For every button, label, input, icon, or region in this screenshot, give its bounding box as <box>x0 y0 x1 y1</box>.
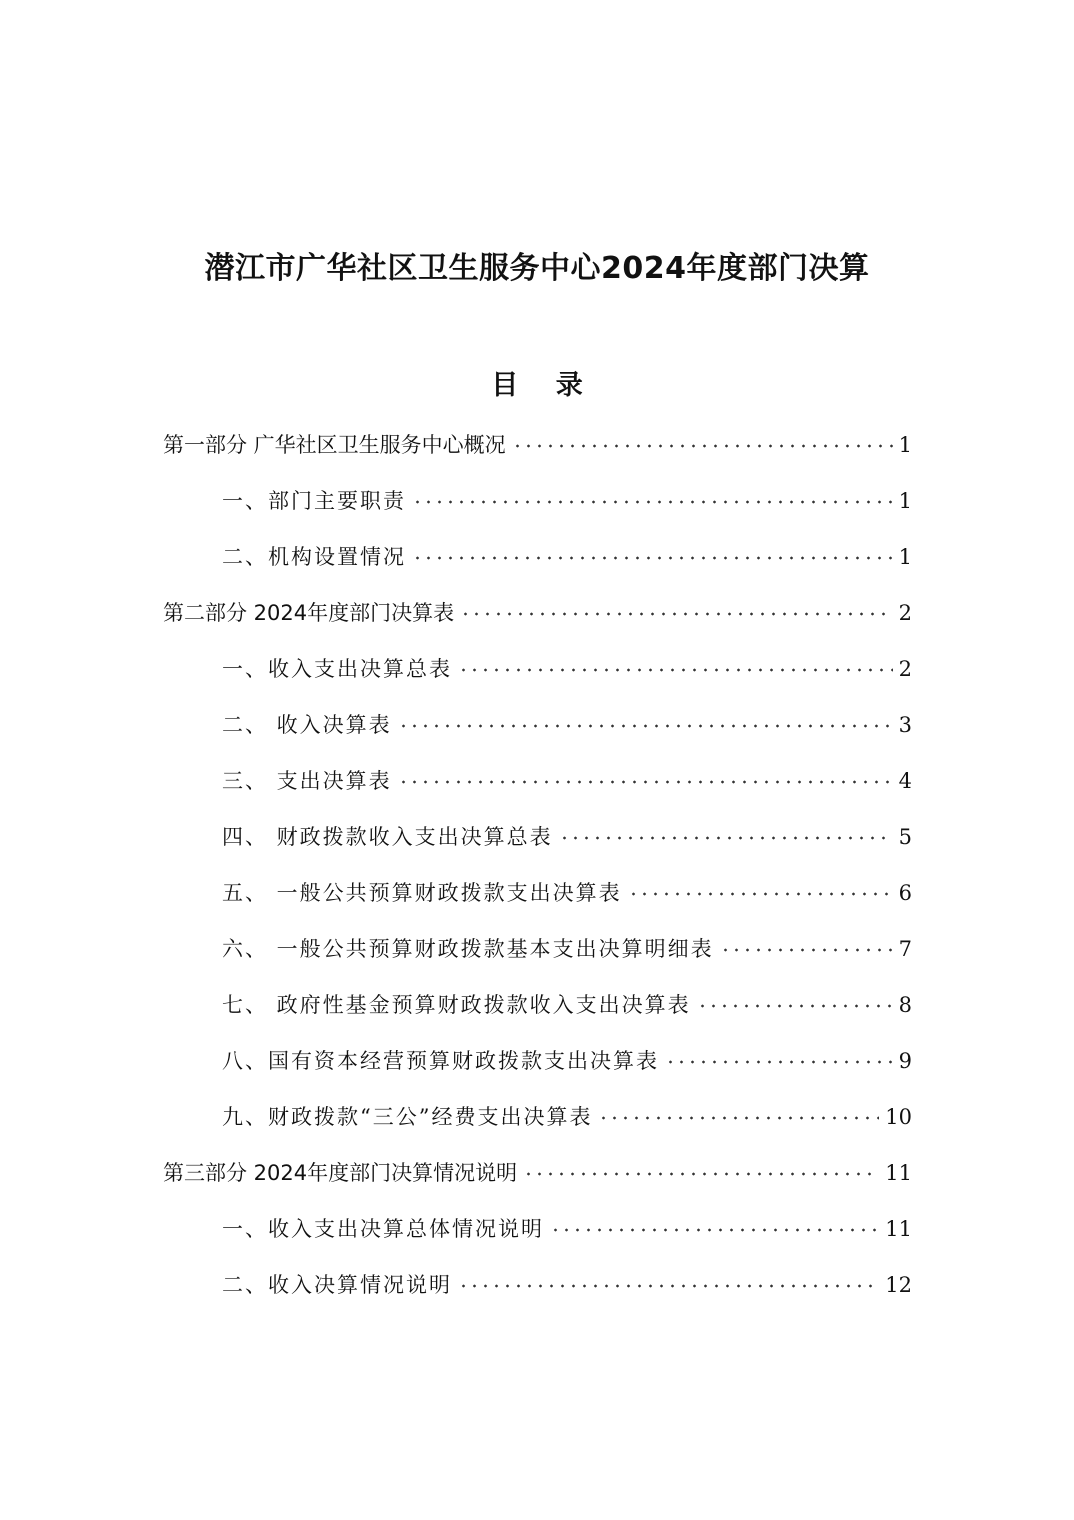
toc-entry-label: 一、部门主要职责 <box>222 489 406 513</box>
toc-entry-label: 五、 一般公共预算财政拨款支出决算表 <box>222 881 622 905</box>
toc-entry-page: 11 <box>885 1161 912 1185</box>
toc-entry[interactable] <box>222 756 912 796</box>
toc-entry-page: 2 <box>898 601 912 625</box>
dot-leader <box>398 718 893 734</box>
toc-entry-label: 二、 收入决算表 <box>222 713 392 737</box>
document-title: 潜江市广华社区卫生服务中心2024年度部门决算 <box>204 251 870 286</box>
dot-leader <box>598 1110 879 1126</box>
toc-entry-label: 二、收入决算情况说明 <box>222 1273 452 1297</box>
toc-entry[interactable] <box>222 644 912 684</box>
toc-entry-page: 8 <box>898 993 912 1017</box>
toc-entry-label: 一、收入支出决算总表 <box>222 657 452 681</box>
toc-entry[interactable] <box>222 1036 912 1076</box>
toc-entry-page: 9 <box>898 1049 912 1073</box>
toc-entry-page: 1 <box>898 489 912 513</box>
dot-leader <box>665 1054 893 1070</box>
toc-entry[interactable] <box>163 420 912 460</box>
dot-leader <box>412 550 893 566</box>
toc-entry-label: 二、机构设置情况 <box>222 545 406 569</box>
toc-entry-page: 6 <box>898 881 912 905</box>
toc-entry-label: 六、 一般公共预算财政拨款基本支出决算明细表 <box>222 937 714 961</box>
toc-entry-label: 第一部分 广华社区卫生服务中心概况 <box>163 433 506 457</box>
dot-leader <box>398 774 893 790</box>
toc-entry[interactable] <box>222 476 912 516</box>
dot-leader <box>412 494 893 510</box>
toc-entry-label: 九、财政拨款“三公”经费支出决算表 <box>222 1105 593 1129</box>
toc-entry-page: 7 <box>898 937 912 961</box>
toc-entry-page: 11 <box>885 1217 912 1241</box>
toc-entry-label: 第二部分 2024年度部门决算表 <box>163 601 455 625</box>
toc-entry[interactable] <box>222 700 912 740</box>
dot-leader <box>628 886 893 902</box>
toc-entry-page: 1 <box>898 433 912 457</box>
dot-leader <box>512 438 893 454</box>
toc-entry[interactable] <box>222 924 912 964</box>
dot-leader <box>460 606 893 622</box>
toc-entry-page: 3 <box>898 713 912 737</box>
toc-entry[interactable] <box>222 1204 912 1244</box>
toc-entry[interactable] <box>222 1092 912 1132</box>
toc-entry[interactable] <box>222 868 912 908</box>
toc-entry-label: 四、 财政拨款收入支出决算总表 <box>222 825 553 849</box>
toc-entry[interactable] <box>222 980 912 1020</box>
toc-entry-page: 5 <box>898 825 912 849</box>
toc-entry-page: 4 <box>898 769 912 793</box>
toc-entry-label: 三、 支出决算表 <box>222 769 392 793</box>
toc-entry-label: 一、收入支出决算总体情况说明 <box>222 1217 544 1241</box>
toc-entry-page: 2 <box>898 657 912 681</box>
dot-leader <box>720 942 893 958</box>
toc-entry-page: 12 <box>885 1273 912 1297</box>
dot-leader <box>550 1222 879 1238</box>
toc-entry-label: 八、国有资本经营预算财政拨款支出决算表 <box>222 1049 659 1073</box>
toc-entry[interactable] <box>222 532 912 572</box>
toc-entry[interactable] <box>222 812 912 852</box>
toc-entry[interactable] <box>163 1148 912 1188</box>
toc-entry[interactable] <box>163 588 912 628</box>
toc-entry-page: 1 <box>898 545 912 569</box>
toc-heading: 目 录 <box>491 370 597 401</box>
dot-leader <box>458 1278 879 1294</box>
toc-entry-page: 10 <box>885 1105 912 1129</box>
dot-leader <box>458 662 893 678</box>
dot-leader <box>523 1166 879 1182</box>
toc-entry-label: 七、 政府性基金预算财政拨款收入支出决算表 <box>222 993 691 1017</box>
dot-leader <box>559 830 893 846</box>
dot-leader <box>697 998 893 1014</box>
toc-entry-label: 第三部分 2024年度部门决算情况说明 <box>163 1161 518 1185</box>
toc-entry[interactable] <box>222 1260 912 1300</box>
